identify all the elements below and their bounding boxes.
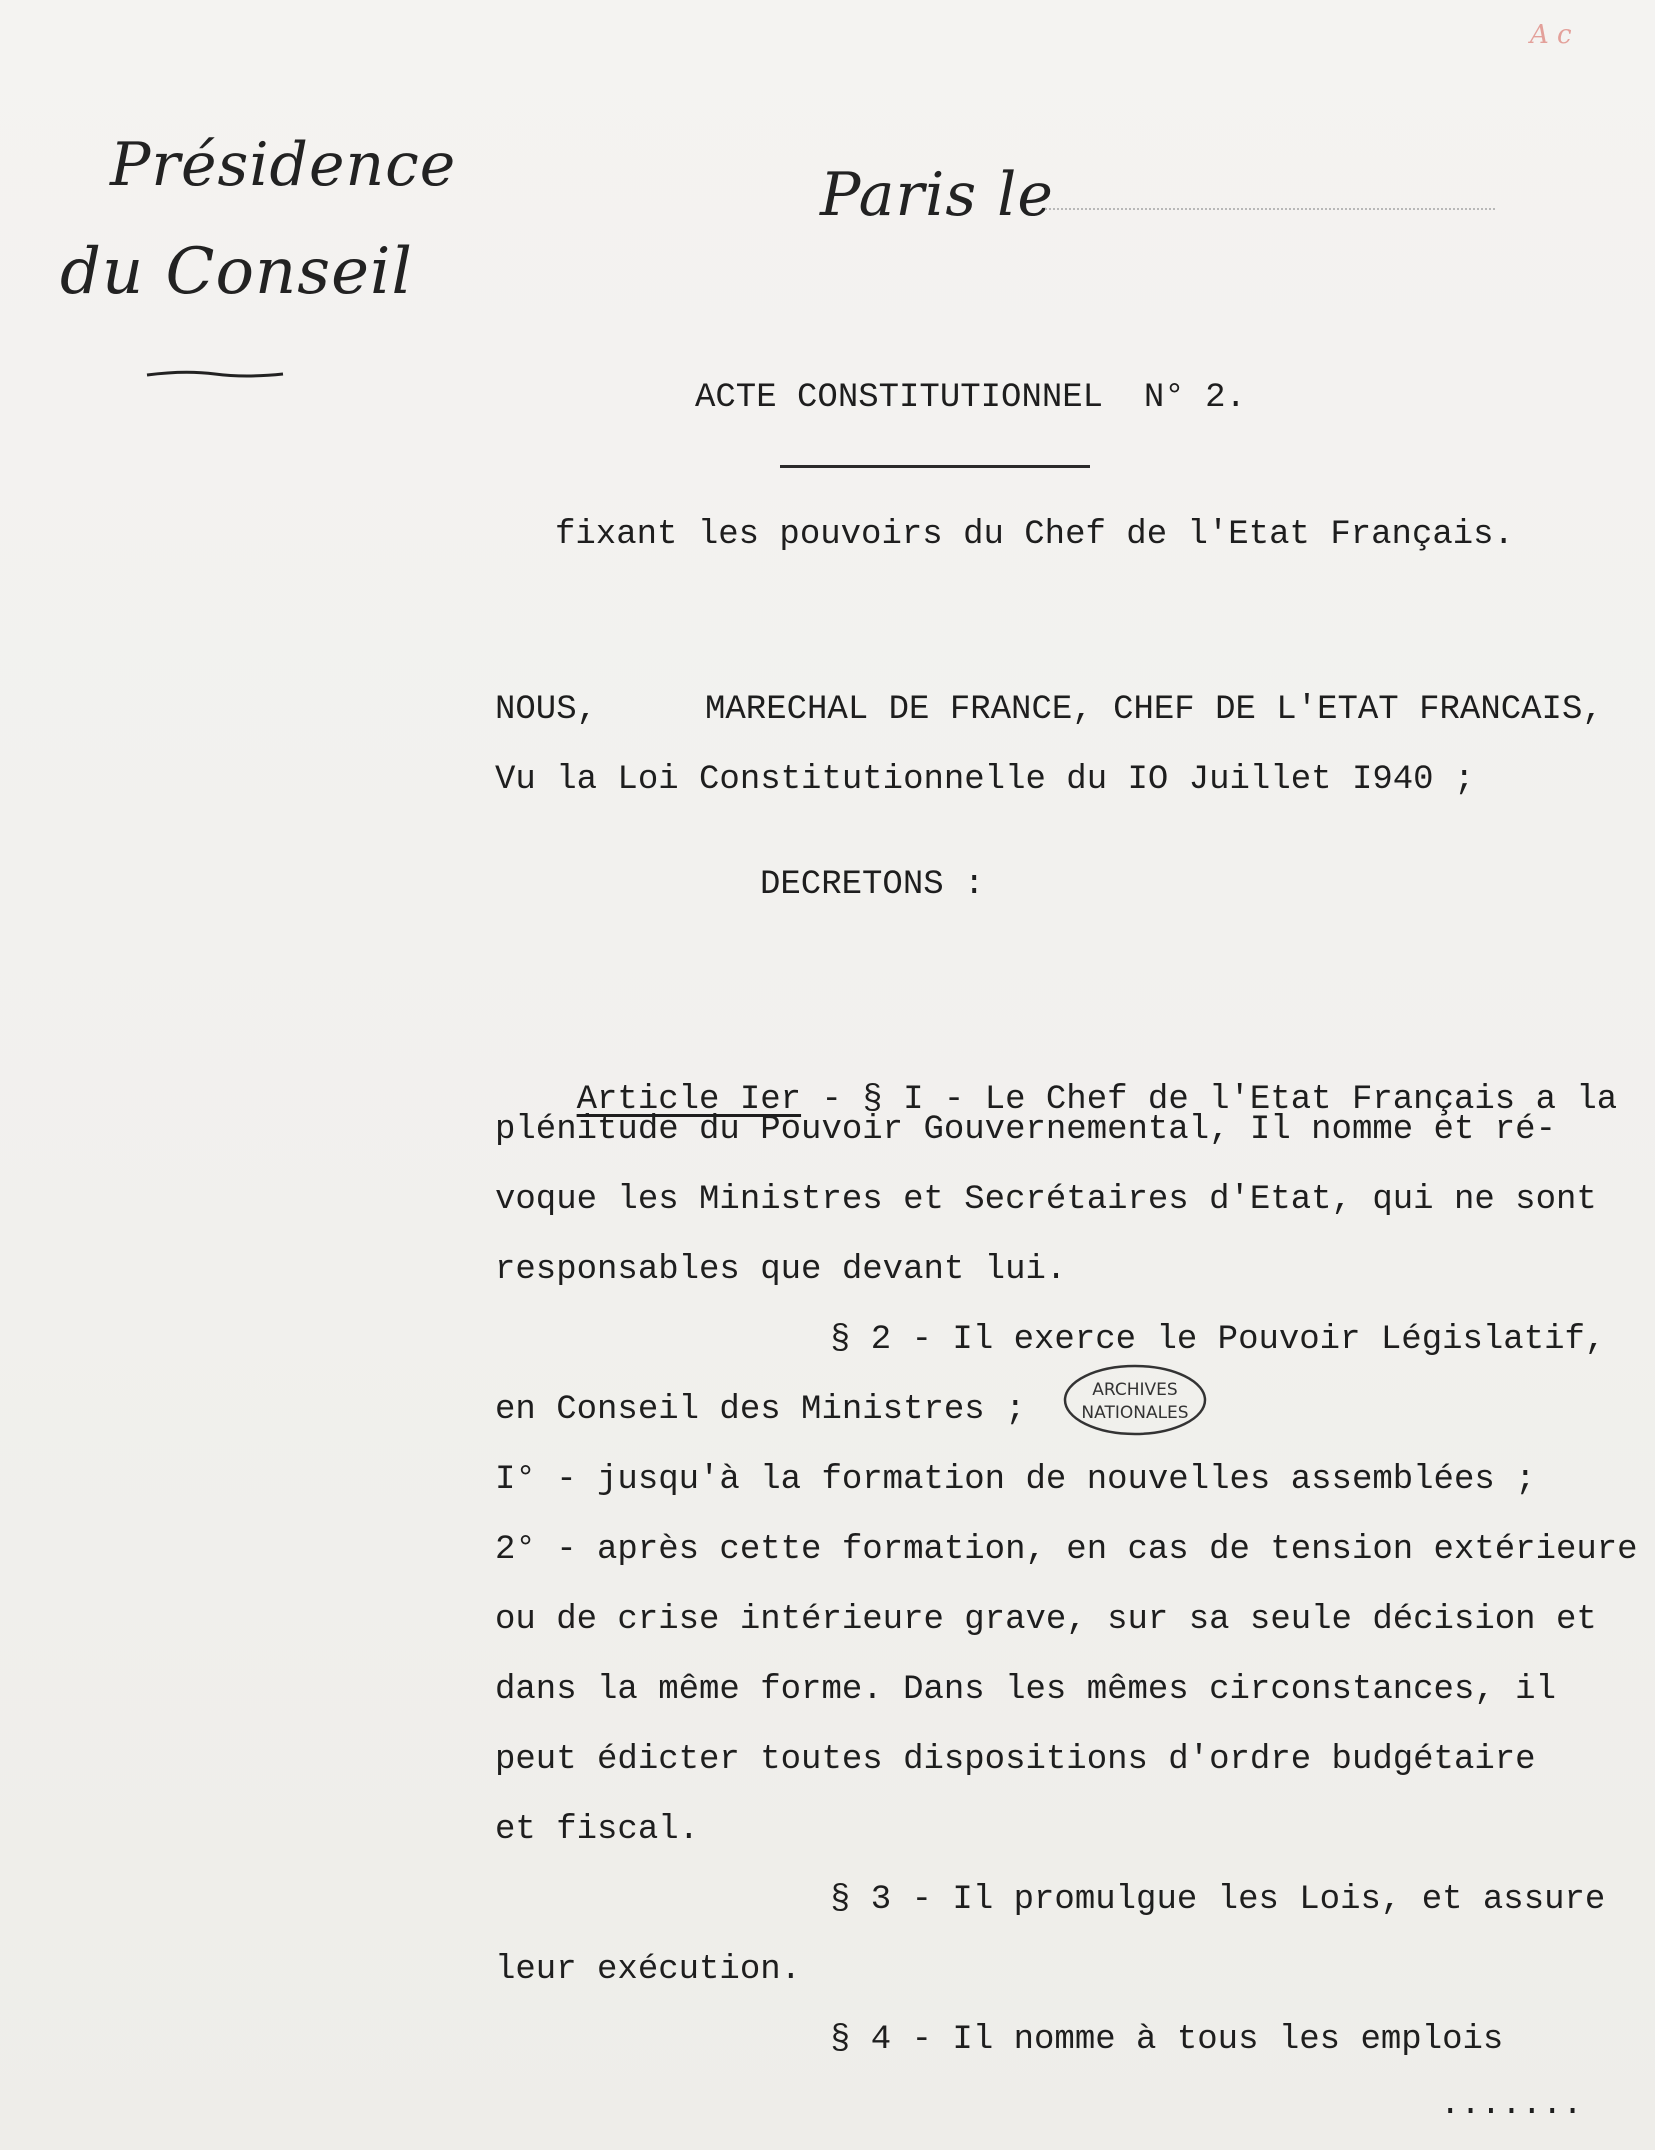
article-item2-line1: 2° - après cette formation, en cas de tension extérieure bbox=[495, 1531, 1638, 1569]
article-p1-line3: voque les Ministres et Secrétaires d'Etat, qui ne sont bbox=[495, 1181, 1597, 1219]
article-p4-line1: § 4 - Il nomme à tous les emplois bbox=[830, 2021, 1504, 2059]
preamble-marechal: MARECHAL DE FRANCE, CHEF DE L'ETAT FRANCAIS, bbox=[705, 691, 1603, 729]
article-item2-line2: ou de crise intérieure grave, sur sa seule décision et bbox=[495, 1601, 1597, 1639]
article-p1-line2: plénitude du Pouvoir Gouvernemental, Il nomme et ré- bbox=[495, 1111, 1556, 1149]
preamble-nous: NOUS, bbox=[495, 691, 598, 729]
article-p2-line1: § 2 - Il exerce le Pouvoir Législatif, bbox=[830, 1321, 1606, 1359]
stamp-top-text: ARCHIVES bbox=[1092, 1380, 1178, 1400]
bleed-through-texture bbox=[300, 200, 1259, 238]
article-p2-line2: en Conseil des Ministres ; bbox=[495, 1391, 1026, 1429]
preamble-decretons: DECRETONS : bbox=[760, 866, 985, 904]
stamp-bottom-text: NATIONALES bbox=[1081, 1403, 1189, 1423]
article-p3-line1: § 3 - Il promulgue les Lois, et assure bbox=[830, 1881, 1606, 1919]
letterhead-paris-le: Paris le bbox=[820, 160, 1054, 230]
document-subtitle: fixant les pouvoirs du Chef de l'Etat Français. bbox=[555, 516, 1514, 554]
title-underline bbox=[780, 465, 1090, 468]
article-p1-line4: responsables que devant lui. bbox=[495, 1251, 1067, 1289]
letterhead-conseil: du Conseil bbox=[60, 235, 413, 309]
archives-nationales-stamp bbox=[1060, 1360, 1210, 1440]
article-p1-line1: - § I - Le Chef de l'Etat Français a la bbox=[801, 1081, 1618, 1119]
letterhead-presidence: Présidence bbox=[110, 130, 457, 200]
preamble-vu: Vu la Loi Constitutionnelle du IO Juillet I940 ; bbox=[495, 761, 1475, 799]
article-item1: I° - jusqu'à la formation de nouvelles assemblées ; bbox=[495, 1461, 1536, 1499]
date-dotted-line bbox=[1045, 208, 1495, 210]
article-p3-line2: leur exécution. bbox=[495, 1951, 802, 1989]
continuation-dots: ....... bbox=[1440, 2086, 1583, 2124]
article-heading: Article Ier bbox=[576, 1081, 802, 1119]
article-item2-line3: dans la même forme. Dans les mêmes circonstances, il bbox=[495, 1671, 1556, 1709]
letterhead-flourish bbox=[145, 370, 285, 378]
article-item2-line5: et fiscal. bbox=[495, 1811, 700, 1849]
article-item2-line4: peut édicter toutes dispositions d'ordre budgétaire bbox=[495, 1741, 1536, 1779]
document-title: ACTE CONSTITUTIONNEL N° 2. bbox=[695, 379, 1246, 417]
archive-mark: A c bbox=[1530, 20, 1572, 50]
